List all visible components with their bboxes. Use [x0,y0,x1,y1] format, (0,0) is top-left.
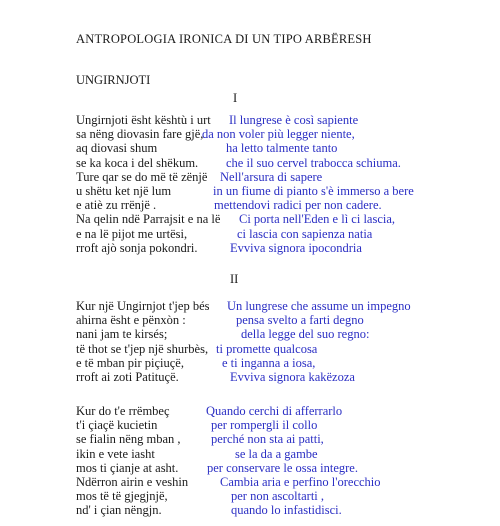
albanian-verse: se fialin nëng mban , [76,432,181,447]
italian-translation: Evviva signora kakëzoza [230,369,355,384]
italian-translation: quando lo infastidisci. [231,503,342,518]
italian-translation: pensa svelto a farti degno [236,313,364,328]
albanian-verse: sa nëng diovasin fare gjë, [76,127,204,142]
albanian-verse: Kur një Ungirnjot t'jep bés [76,299,210,313]
italian-translation: e ti inganna a iosa, [222,355,316,370]
albanian-verse: nani jam te kirsés; [76,327,168,342]
italian-translation: Evviva signora ipocondria [230,240,362,255]
italian-translation: per conservare le ossa integre. [207,460,358,475]
italian-translation: se la da a gambe [235,446,318,461]
albanian-verse: e na lë pijot me urtësi, [76,226,188,241]
poem-subtitle: UNGIRNJOTI [76,73,151,87]
italian-translation: Un lungrese che assume un impegno [227,299,411,313]
italian-translation: Ci porta nell'Eden e lì ci lascia, [239,212,396,227]
italian-translation: per non ascoltarti , [231,489,325,504]
italian-translation: mettendovi radici per non cadere. [214,198,382,213]
italian-translation: Nell'arsura di sapere [220,169,323,184]
albanian-verse: t'i çiaçë kucietin [76,418,158,433]
italian-translation: Quando cerchi di afferrarlo [206,404,343,418]
italian-translation: da non voler più legger niente, [202,127,355,142]
italian-translation: ci lascia con sapienza natia [237,226,373,241]
albanian-verse: Ndërron airin e veshin [76,474,189,489]
italian-translation: ha letto talmente tanto [226,141,338,156]
albanian-verse: Na qelin ndë Parrajsit e na lë [76,212,221,227]
italian-translation: perché non sta ai patti, [211,432,324,447]
italian-translation: Cambia aria e perfino l'orecchio [220,474,381,489]
document-title: ANTROPOLOGIA IRONICA DI UN TIPO ARBËRESH [76,32,372,46]
albanian-verse: mos ti çianje at asht. [76,460,179,475]
italian-translation: Il lungrese è così sapiente [229,113,359,127]
albanian-verse: të thot se t'jep një shurbès, [76,341,209,356]
albanian-verse: mos të të gjegjnjë, [76,489,168,504]
albanian-verse: u shëtu ket një lum [76,183,172,198]
albanian-verse: e të mban pir piçiuçë, [76,355,184,370]
section-numeral: I [233,91,238,105]
italian-translation: per rompergli il collo [211,418,318,433]
albanian-verse: se ka koca i del shëkum. [76,155,199,170]
section-numeral: II [230,272,239,286]
italian-translation: in un fiume di pianto s'è immerso a bere [213,183,414,198]
albanian-verse: nd' i çian nëngjn. [76,503,162,518]
albanian-verse: aq diovasi shum [76,141,158,156]
albanian-verse: Ungirnjoti ësht kështù i urt [76,113,211,127]
albanian-verse: e atiè zu rrënjë . [76,198,157,213]
albanian-verse: Kur do t'e rrëmbeç [76,404,170,418]
albanian-verse: Ture qar se do më të zënjë [76,169,208,184]
albanian-verse: rroft ajò sonja pokondri. [76,240,198,255]
albanian-verse: ahirna ësht e pënxòn : [76,313,186,328]
albanian-verse: rroft ai zoti Patituçë. [76,369,179,384]
italian-translation: che il suo cervel trabocca schiuma. [226,155,401,170]
albanian-verse: ikin e vete iasht [76,446,155,461]
italian-translation: ti promette qualcosa [216,341,318,356]
italian-translation: della legge del suo regno: [241,327,370,342]
